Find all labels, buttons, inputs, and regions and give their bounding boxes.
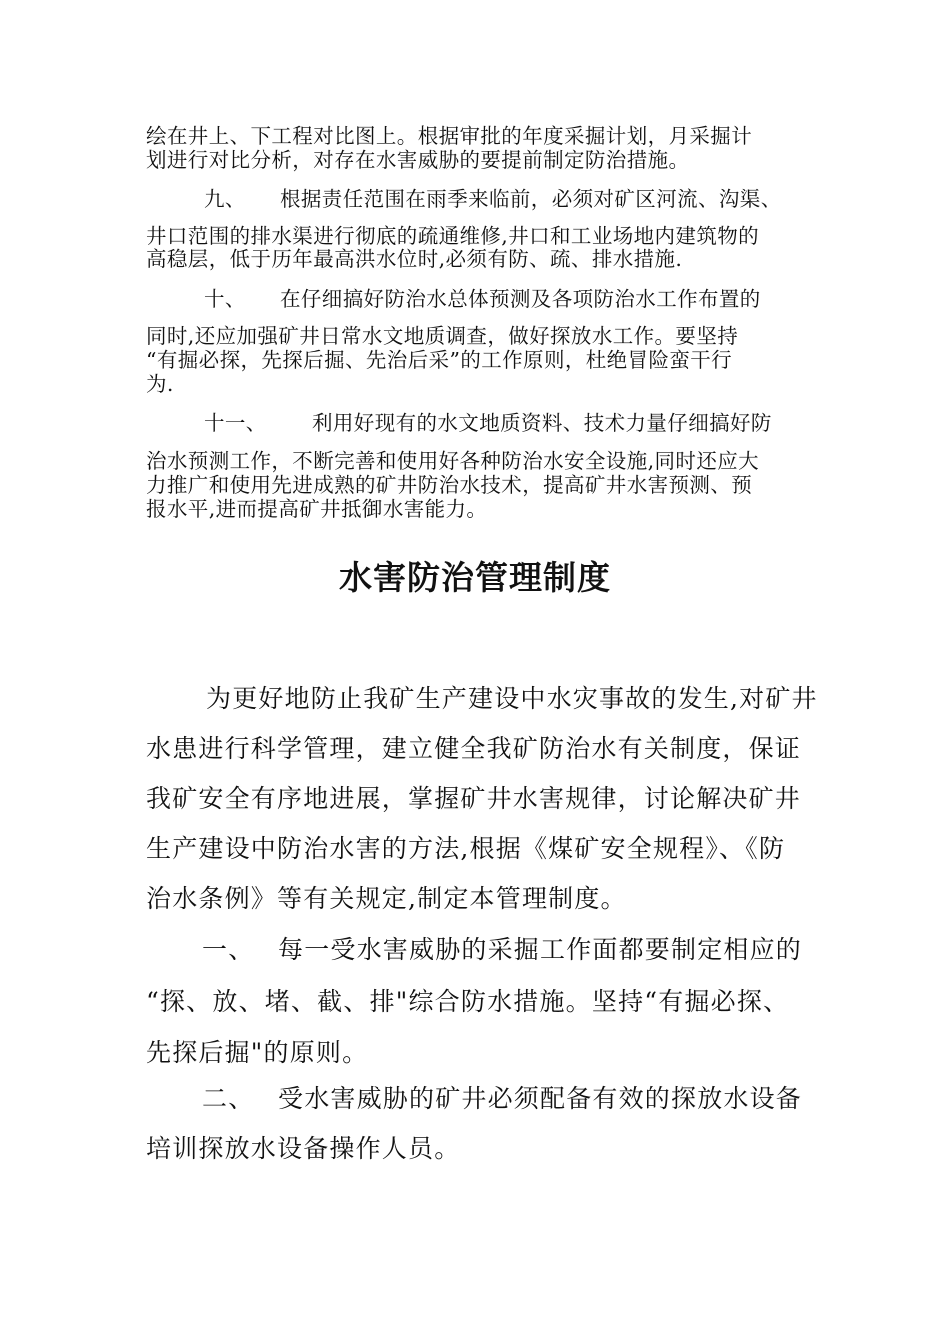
item-1-line-1: 每一受水害威胁的采掘工作面都要制定相应的 (278, 935, 803, 964)
item-10-line-3: “有掘必探，先探后掘、先治后采”的工作原则，杜绝冒险蛮干行 (146, 348, 733, 372)
item-1-line-3: 先探后掘"的原则。 (146, 1038, 369, 1067)
item-10-label: 十、 (204, 287, 246, 311)
item-1-label: 一、 (202, 935, 255, 964)
item-2-line-1: 受水害威胁的矿井必须配备有效的探放水设备 (278, 1084, 803, 1113)
preamble-line-4: 生产建设中防治水害的方法,根据《煤矿安全规程》、《防 (146, 834, 786, 863)
item-11-line-3: 力推广和使用先进成熟的矿井防治水技术，提高矿井水害预测、预 (146, 473, 753, 497)
item-2-line-2: 培训探放水设备操作人员。 (146, 1134, 461, 1163)
item-9-line-1: 根据责任范围在雨季来临前，必须对矿区河流、沟渠、 (280, 187, 782, 211)
item-11-line-4: 报水平,进而提高矿井抵御水害能力。 (146, 497, 488, 521)
preamble-line-5: 治水条例》等有关规定,制定本管理制度。 (146, 884, 627, 913)
preamble-line-1: 为更好地防止我矿生产建设中水灾事故的发生,对矿井 (206, 684, 818, 713)
item-11-line-1: 利用好现有的水文地质资料、技术力量仔细搞好防 (312, 411, 772, 435)
item-2-label: 二、 (202, 1084, 255, 1113)
item-9-label: 九、 (204, 187, 246, 211)
preamble-line-2: 水患进行科学管理，建立健全我矿防治水有关制度，保证 (146, 734, 802, 763)
item-1-line-2: “探、放、堵、截、排"综合防水措施。坚持“有掘必探、 (146, 987, 790, 1016)
intro-line-1: 绘在井上、下工程对比图上。根据审批的年度采掘计划，月采掘计 (146, 124, 753, 148)
intro-line-2: 划进行对比分析，对存在水害威胁的要提前制定防治措施。 (146, 148, 690, 172)
item-9-line-3: 高稳层，低于历年最高洪水位时,必须有防、疏、排水措施. (146, 247, 683, 271)
item-10-line-1: 在仔细搞好防治水总体预测及各项防治水工作布置的 (280, 287, 761, 311)
section-title: 水害防治管理制度 (339, 558, 611, 597)
item-9-line-2: 井口范围的排水渠进行彻底的疏通维修,井口和工业场地内建筑物的 (146, 224, 760, 248)
item-11-line-2: 治水预测工作，不断完善和使用好各种防治水安全设施,同时还应大 (146, 449, 760, 473)
item-10-line-2: 同时,还应加强矿井日常水文地质调查，做好探放水工作。要坚持 (146, 324, 739, 348)
item-11-label: 十一、 (204, 411, 267, 435)
item-10-line-4: 为. (146, 372, 174, 396)
preamble-line-3: 我矿安全有序地进展，掌握矿井水害规律，讨论解决矿井 (146, 784, 802, 813)
